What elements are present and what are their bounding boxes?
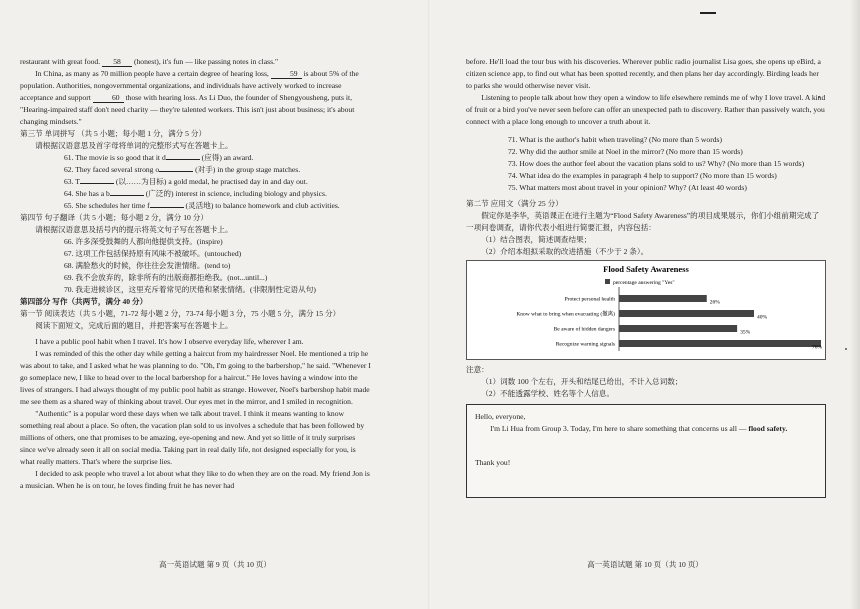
answer-box bbox=[466, 404, 826, 498]
part-4-instruction: 阅读下面短文，完成后面的题目，并把答案写在答题卡上。 bbox=[35, 321, 233, 330]
legend-label: percentage answering "Yes" bbox=[613, 280, 675, 286]
bar bbox=[619, 340, 821, 347]
blank-60: 60 bbox=[93, 93, 124, 103]
question-72: 72. Why did the author smile at Noel in the mirror? (No more than 15 words) bbox=[508, 147, 743, 156]
left-page-footer: 高一英语试题 第 9 页（共 10 页） bbox=[158, 560, 271, 569]
question-66: 66. 许多深受鼓舞的人都向他提供支持。(inspire) bbox=[64, 237, 223, 246]
right-page bbox=[430, 0, 860, 609]
part-4-heading: 第四部分 写作（共两节，满分 40 分） bbox=[20, 297, 148, 306]
passage-continued: restaurant with great food. 58 (honest), it's fun — like passing notes in class." bbox=[20, 57, 279, 66]
question-70: 70. 我走进候诊区，这里充斥着常见的厌倦和紧张情绪。(非限制性定语从句) bbox=[64, 285, 316, 294]
reading-paragraph-4: I decided to ask people who travel a lot about what they like to do when they are on the road. My friend Jon is a musician. When he is on tour, he loves finding fruit he has never had bbox=[20, 469, 370, 490]
answer-closing: Thank you! bbox=[475, 458, 511, 467]
blank-58: 58 bbox=[102, 57, 132, 67]
right-page-footer: 高一英语试题 第 10 页（共 10 页） bbox=[587, 560, 703, 569]
chart-title: Flood Safety Awareness bbox=[603, 264, 689, 274]
data-label: 76% bbox=[812, 344, 823, 351]
question-74: 74. What idea do the examples in paragraph 4 help to support? (No more than 15 words) bbox=[508, 171, 777, 180]
reading-paragraph-2: I was reminded of this the other day while getting a haircut from my hairdresser Noel. He mentioned a trip he was about to take, and I asked what he was planning to do. "Oh, I'm going to the barbershop," he said. "Whenever I go someplace new, I like to head over to the local barbershop for a haircut." He loves having a window into the lives of strangers. I had always thought of my public pool habit as strange. However, Noel's barbershop habit made me see them as a shared way of thinking about travel. Our eyes met in the mirror, and I smiled in recognition. bbox=[20, 349, 371, 406]
question-69: 69. 我不会放弃的，除非所有的出版商都拒绝我。(not...until...) bbox=[64, 273, 268, 282]
answer-topic: flood safety. bbox=[748, 424, 788, 433]
question-67: 67. 这项工作包括保持原有风味不被破坏。(untouched) bbox=[64, 249, 242, 258]
question-64: 64. She has a b (广泛的) interest in science, including biology and physics. bbox=[64, 189, 327, 198]
question-75: 75. What matters most about travel in your opinion? Why? (At least 40 words) bbox=[508, 183, 747, 192]
section-4-heading: 第四节 句子翻译（共 5 小题；每小题 2 分，满分 10 分） bbox=[20, 213, 208, 222]
note-heading: 注意： bbox=[466, 365, 489, 374]
right-column bbox=[466, 56, 826, 498]
note-1: （1）词数 100 个左右，开头和结尾已给出，不计入总词数； bbox=[481, 377, 683, 386]
left-column bbox=[20, 56, 372, 492]
category-label: Protect personal health bbox=[564, 296, 615, 303]
section-4-instruction: 请根据汉语意思及括号内的提示将英文句子写在答题卡上。 bbox=[35, 225, 233, 234]
bar bbox=[619, 295, 707, 302]
writing-task: 假定你是李华，英语课正在进行主题为“Flood Safety Awareness”的项目成果展示，你们小组前期完成了一项问卷调查，请你代表小组进行简要汇报，内容包括： bbox=[466, 211, 820, 232]
data-label: 26% bbox=[709, 299, 720, 306]
section-3-instruction: 请根据汉语意思及首字母将单词的完整形式写在答题卡上。 bbox=[35, 141, 233, 150]
question-63: 63. T (以……为目标) a gold medal, he practised day in and day out. bbox=[64, 177, 308, 186]
writing-task-point-2: （2）介绍本组拟采取的改进措施（不少于 2 条）。 bbox=[481, 247, 649, 256]
question-68: 68. 满脸愁火的时候，你往往会发泄情绪。(tend to) bbox=[64, 261, 231, 270]
reading-paragraph-5: Listening to people talk about how they open a window to life elsewhere reminds me of why I love travel. A kind of fruit or a bird you've never seen before can offer an unexpected path to discovery. Rather than passively watch, you connect with a place long enough to uncover a truth about it. bbox=[466, 93, 826, 126]
data-label: 35% bbox=[740, 329, 751, 336]
bar bbox=[619, 325, 737, 332]
section-2-heading: 第二节 应用文（满分 25 分） bbox=[466, 199, 563, 208]
section-3-heading: 第三节 单词拼写 （共 5 小题；每小题 1 分，满分 5 分） bbox=[20, 129, 207, 138]
question-73: 73. How does the author feel about the vacation plans sold to us? Why? (No more than 15 words) bbox=[508, 159, 805, 168]
question-62: 62. They faced several strong o (对手) in the group stage matches. bbox=[64, 165, 301, 174]
question-61: 61. The movie is so good that it d (应得) an award. bbox=[64, 153, 254, 162]
writing-task-point-1: （1）结合图表，简述调查结果； bbox=[481, 235, 592, 244]
question-65: 65. She schedules her time f (灵活地) to balance homework and club activities. bbox=[64, 201, 340, 210]
answer-opening: I'm Li Hua from Group 3. Today, I'm here to share something that concerns us all — flood safety. bbox=[490, 424, 788, 433]
reading-paragraph-3: "Authentic" is a popular word these days when we talk about travel. I think it means wanting to know something real about a place. So often, the vacation plan sold to us involves a schedule that has been followed by millions of others, one that promises to be amazing, eye-opening and new. And yet so little of it truly surprises since we've already seen it all on social media. Taking part in real daily life, not designed especially for you, is what really matters. That's where the surprise lies. bbox=[20, 409, 365, 466]
note-2: （2）不能透露学校、姓名等个人信息。 bbox=[481, 389, 615, 398]
blank-59: 59 bbox=[271, 69, 302, 79]
passage-paragraph: In China, as many as 70 million people have a certain degree of hearing loss, 59 is about 5% of the population. Authorities, nongovernmental organizations, and individuals have actively worked to increase acceptance and support 60 those with hearing loss. As Li Duo, the founder of Shengyousheng, puts it, "Hearing-impaired staff don't need charity — they're talented workers. This isn't just about business; it's about changing mindsets." bbox=[20, 69, 359, 126]
category-label: Be aware of hidden dangers bbox=[553, 326, 615, 333]
bar bbox=[619, 310, 754, 317]
flood-safety-chart bbox=[466, 260, 826, 360]
reading-paragraph-4-continued: before. He'll load the tour bus with his discoveries. Wherever public radio journalist Lisa goes, she opens up eBird, a citizen science app, to find out what has been spotted recently, and then plans her day accordingly. Birding leads her to parks she would otherwise never visit. bbox=[466, 57, 821, 90]
part-4-section-1-heading: 第一节 阅读表达（共 5 小题，71-72 每小题 2 分，73-74 每小题 3 分，75 小题 5 分，满分 15 分） bbox=[20, 309, 341, 318]
reading-paragraph-1: I have a public pool habit when I travel. It's how I observe everyday life, wherever I am. bbox=[35, 337, 304, 346]
answer-greeting: Hello, everyone, bbox=[475, 412, 526, 421]
chart-svg bbox=[467, 261, 825, 359]
data-label: 40% bbox=[757, 314, 768, 321]
category-label: Recognize warning signals bbox=[555, 341, 615, 348]
question-71: 71. What is the author's habit when traveling? (No more than 5 words) bbox=[508, 135, 723, 144]
legend-swatch bbox=[605, 279, 610, 284]
category-label: Know what to bring when evacuating (撤离) bbox=[516, 311, 615, 318]
